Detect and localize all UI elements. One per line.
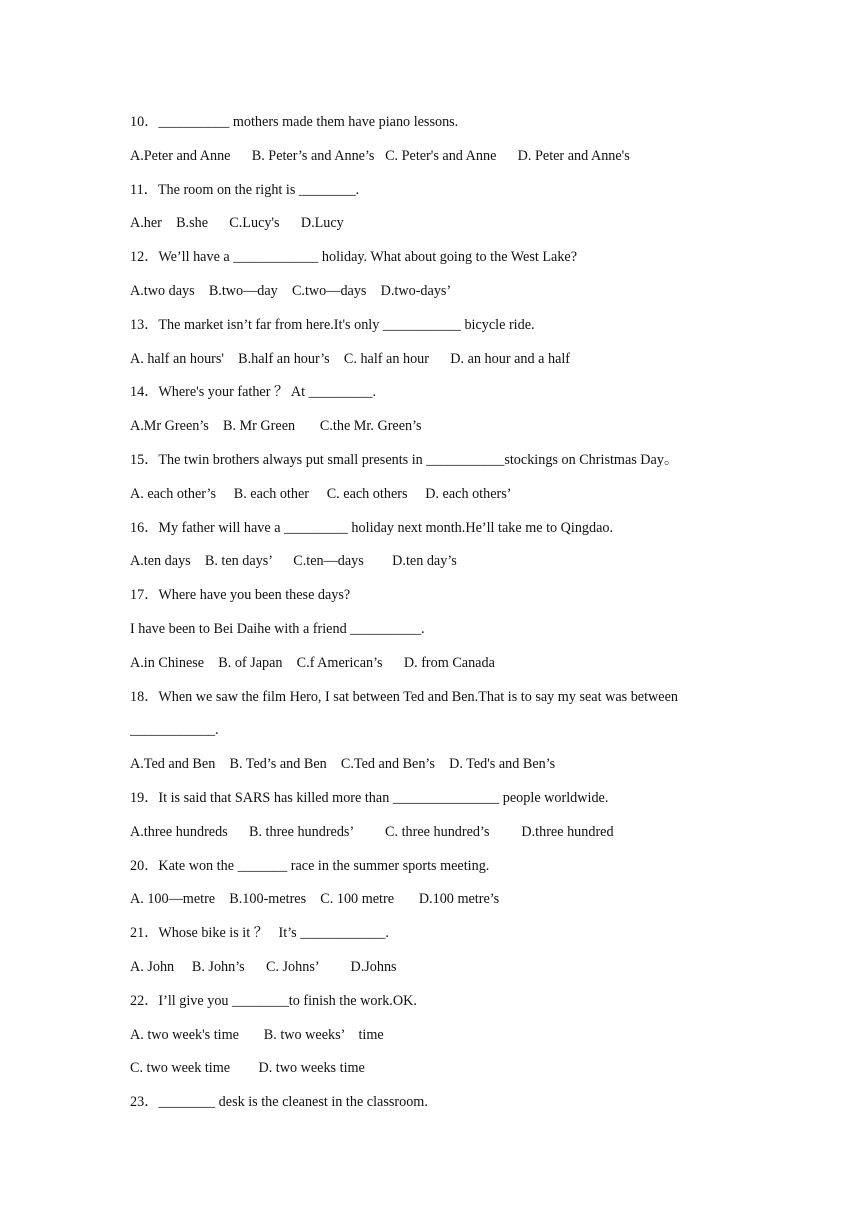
question-18: 18．When we saw the film Hero, I sat between Ted and Ben.That is to say my seat was between	[130, 688, 678, 705]
options-16: A.ten days B. ten days’ C.ten—days D.ten day’s	[130, 553, 457, 570]
question-14: 14．Where's your father ？ At _________.	[130, 384, 377, 401]
question-17: 17．Where have you been these days?	[130, 587, 351, 604]
options-17: A.in Chinese B. of Japan C.f American’s D. from Canada	[130, 654, 495, 671]
question-20: 20．Kate won the _______ race in the summer sports meeting.	[130, 857, 490, 874]
question-11: 11．The room on the right is ________.	[130, 181, 360, 198]
document-page	[130, 110, 770, 1124]
question-15: 15．The twin brothers always put small presents in ___________stockings on Christmas Day。	[130, 451, 679, 468]
options-15: A. each other’s B. each other C. each others D. each others’	[130, 485, 512, 502]
question-16: 16．My father will have a _________ holiday next month.He’ll take me to Qingdao.	[130, 519, 614, 536]
options-22-a-b: A. two week's time B. two weeks’ time	[130, 1026, 384, 1043]
options-14: A.Mr Green’s B. Mr Green C.the Mr. Green’s	[130, 418, 422, 435]
options-11: A.her B.she C.Lucy's D.Lucy	[130, 215, 344, 232]
question-21: 21．Whose bike is it ？ It’s ____________.	[130, 925, 389, 942]
question-22: 22．I’ll give you ________to finish the work.OK.	[130, 992, 417, 1009]
question-12: 12．We’ll have a ____________ holiday. What about going to the West Lake?	[130, 249, 578, 266]
options-22-c-d: C. two week time D. two weeks time	[130, 1060, 365, 1077]
question-19: 19．It is said that SARS has killed more than _______________ people worldwide.	[130, 789, 609, 806]
options-10: A.Peter and Anne B. Peter’s and Anne’s C. Peter's and Anne D. Peter and Anne's	[130, 147, 630, 164]
question-23: 23．________ desk is the cleanest in the classroom.	[130, 1094, 428, 1111]
question-17-continued: I have been to Bei Daihe with a friend __________.	[130, 620, 425, 637]
options-12: A.two days B.two—day C.two—days D.two-days’	[130, 282, 452, 299]
options-21: A. John B. John’s C. Johns’ D.Johns	[130, 958, 397, 975]
options-18: A.Ted and Ben B. Ted’s and Ben C.Ted and Ben’s D. Ted's and Ben’s	[130, 756, 556, 773]
options-20: A. 100—metre B.100-metres C. 100 metre D.100 metre’s	[130, 891, 500, 908]
question-13: 13．The market isn’t far from here.It's only ___________ bicycle ride.	[130, 316, 535, 333]
options-13: A. half an hours' B.half an hour’s C. half an hour D. an hour and a half	[130, 350, 571, 367]
question-18-continued: ____________.	[130, 722, 219, 739]
question-10: 10．__________ mothers made them have piano lessons.	[130, 114, 459, 130]
options-19: A.three hundreds B. three hundreds’ C. three hundred’s D.three hundred	[130, 823, 614, 840]
